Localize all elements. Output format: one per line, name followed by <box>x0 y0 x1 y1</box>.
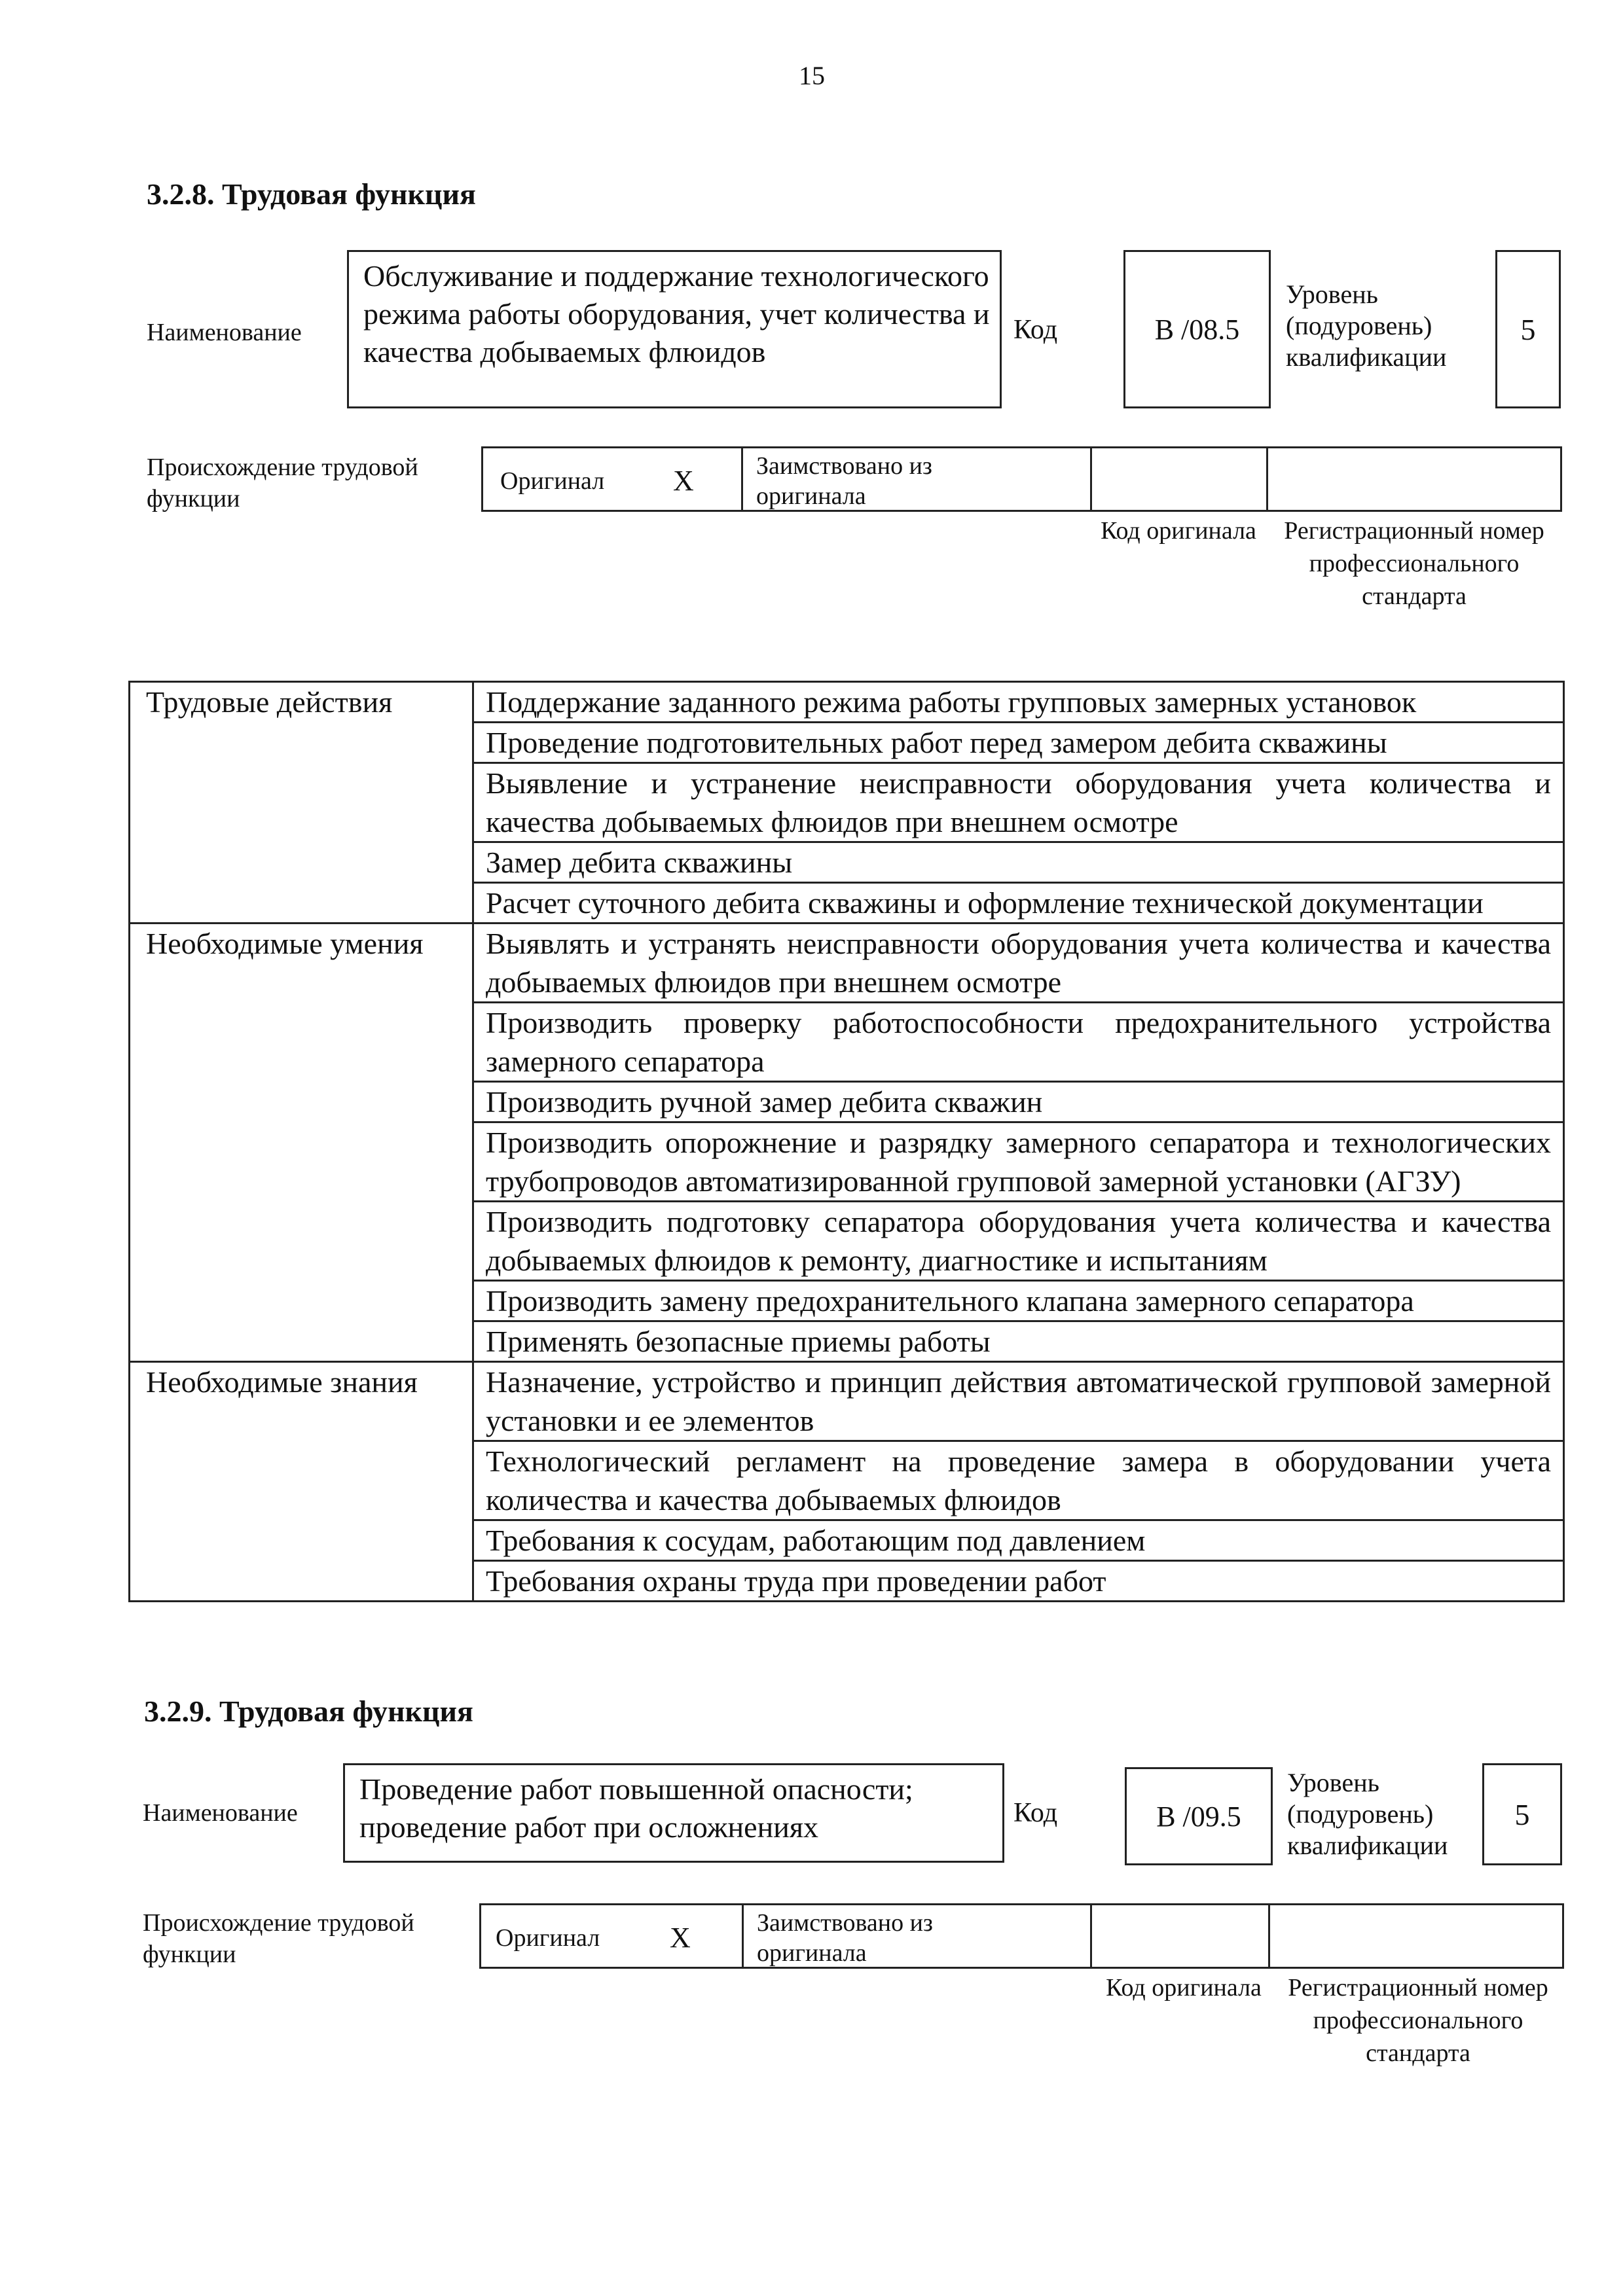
qualification-level-value: 5 <box>1520 312 1536 346</box>
knowledge-item: Технологический регламент на проведение замера в оборудовании учета количества и качества добываемых флюидов <box>473 1441 1564 1520</box>
original-code-cell <box>1090 446 1268 512</box>
code-box <box>1125 1767 1273 1865</box>
table-row <box>130 1362 1564 1441</box>
original-mark: X <box>670 1922 691 1954</box>
page-number: 15 <box>799 61 825 90</box>
qualification-level-box <box>1482 1763 1562 1865</box>
skill-item: Применять безопасные приемы работы <box>473 1321 1564 1362</box>
reg-number-cell <box>1266 446 1562 512</box>
skill-item: Выявлять и устранять неисправности оборудования учета количества и качества добываемых флюидов при внешнем осмотре <box>473 924 1564 1003</box>
code-label: Код <box>1013 1798 1058 1828</box>
knowledge-item: Требования к сосудам, работающим под давлением <box>473 1520 1564 1561</box>
code-value: В /08.5 <box>1154 313 1240 346</box>
knowledge-item: Требования охраны труда при проведении работ <box>473 1561 1564 1602</box>
section-heading-3-2-9: 3.2.9. Трудовая функция <box>144 1695 473 1728</box>
function-name-value: Обслуживание и поддержание технологического режима работы оборудования, учет количества и качества добываемых флюидов <box>363 259 990 368</box>
action-item: Расчет суточного дебита скважины и оформление технической документации <box>473 883 1564 924</box>
knowledge-category: Необходимые знания <box>130 1362 473 1602</box>
original-label: Оригинал <box>496 1924 600 1952</box>
name-label: Наименование <box>147 319 302 346</box>
reg-number-caption: Регистрационный номер профессионального стандарта <box>1284 517 1544 610</box>
skills-category: Необходимые умения <box>130 924 473 1362</box>
function-name-box <box>343 1763 1004 1863</box>
borrowed-label: Заимствовано из оригинала <box>757 1909 933 1967</box>
skill-item: Производить проверку работоспособности предохранительного устройства замерного сепаратора <box>473 1003 1564 1082</box>
origin-label: Происхождение трудовой функции <box>147 454 418 512</box>
borrowed-label: Заимствовано из оригинала <box>756 452 932 510</box>
original-mark: X <box>673 465 694 497</box>
action-item: Замер дебита скважины <box>473 842 1564 883</box>
table-row <box>130 924 1564 1003</box>
skill-item: Производить подготовку сепаратора оборудования учета количества и качества добываемых флюидов к ремонту, диагностике и испытаниям <box>473 1202 1564 1281</box>
action-item: Поддержание заданного режима работы групповых замерных установок <box>473 682 1564 723</box>
table-row <box>130 682 1564 723</box>
action-item: Выявление и устранение неисправности оборудования учета количества и качества добываемых флюидов при внешнем осмотре <box>473 763 1564 842</box>
function-name-value: Проведение работ повышенной опасности; проведение работ при осложнениях <box>359 1772 913 1844</box>
actions-category: Трудовые действия <box>130 682 473 924</box>
function-name-box <box>347 250 1002 408</box>
name-label: Наименование <box>143 1799 298 1827</box>
reg-number-caption: Регистрационный номер профессионального стандарта <box>1288 1974 1548 2067</box>
original-code-cell <box>1090 1903 1270 1969</box>
qualification-level-value: 5 <box>1514 1797 1530 1831</box>
reg-number-cell <box>1268 1903 1564 1969</box>
code-label: Код <box>1013 315 1058 345</box>
function-details-table <box>128 681 1565 1602</box>
code-box <box>1123 250 1271 408</box>
section-heading-3-2-8: 3.2.8. Трудовая функция <box>147 177 476 211</box>
qualification-level-label: Уровень (подуровень) квалификации <box>1287 1768 1448 1860</box>
skill-item: Производить опорожнение и разрядку замерного сепаратора и технологических трубопроводов автоматизированной групповой замерной установки (АГЗУ) <box>473 1122 1564 1202</box>
action-item: Проведение подготовительных работ перед замером дебита скважины <box>473 723 1564 763</box>
code-value: В /09.5 <box>1156 1800 1241 1833</box>
qualification-level-label: Уровень (подуровень) квалификации <box>1286 279 1447 372</box>
skill-item: Производить замену предохранительного клапана замерного сепаратора <box>473 1281 1564 1321</box>
qualification-level-box <box>1495 250 1561 408</box>
origin-borrowed-cell <box>742 1903 1092 1969</box>
original-code-caption: Код оригинала <box>1101 517 1256 545</box>
origin-original-cell <box>481 446 743 512</box>
skill-item: Производить ручной замер дебита скважин <box>473 1082 1564 1122</box>
knowledge-item: Назначение, устройство и принцип действия автоматической групповой замерной установки и ее элементов <box>473 1362 1564 1441</box>
origin-label: Происхождение трудовой функции <box>143 1909 414 1968</box>
origin-original-cell <box>479 1903 744 1969</box>
original-code-caption: Код оригинала <box>1106 1974 1262 2001</box>
origin-borrowed-cell <box>741 446 1092 512</box>
original-label: Оригинал <box>500 467 605 495</box>
